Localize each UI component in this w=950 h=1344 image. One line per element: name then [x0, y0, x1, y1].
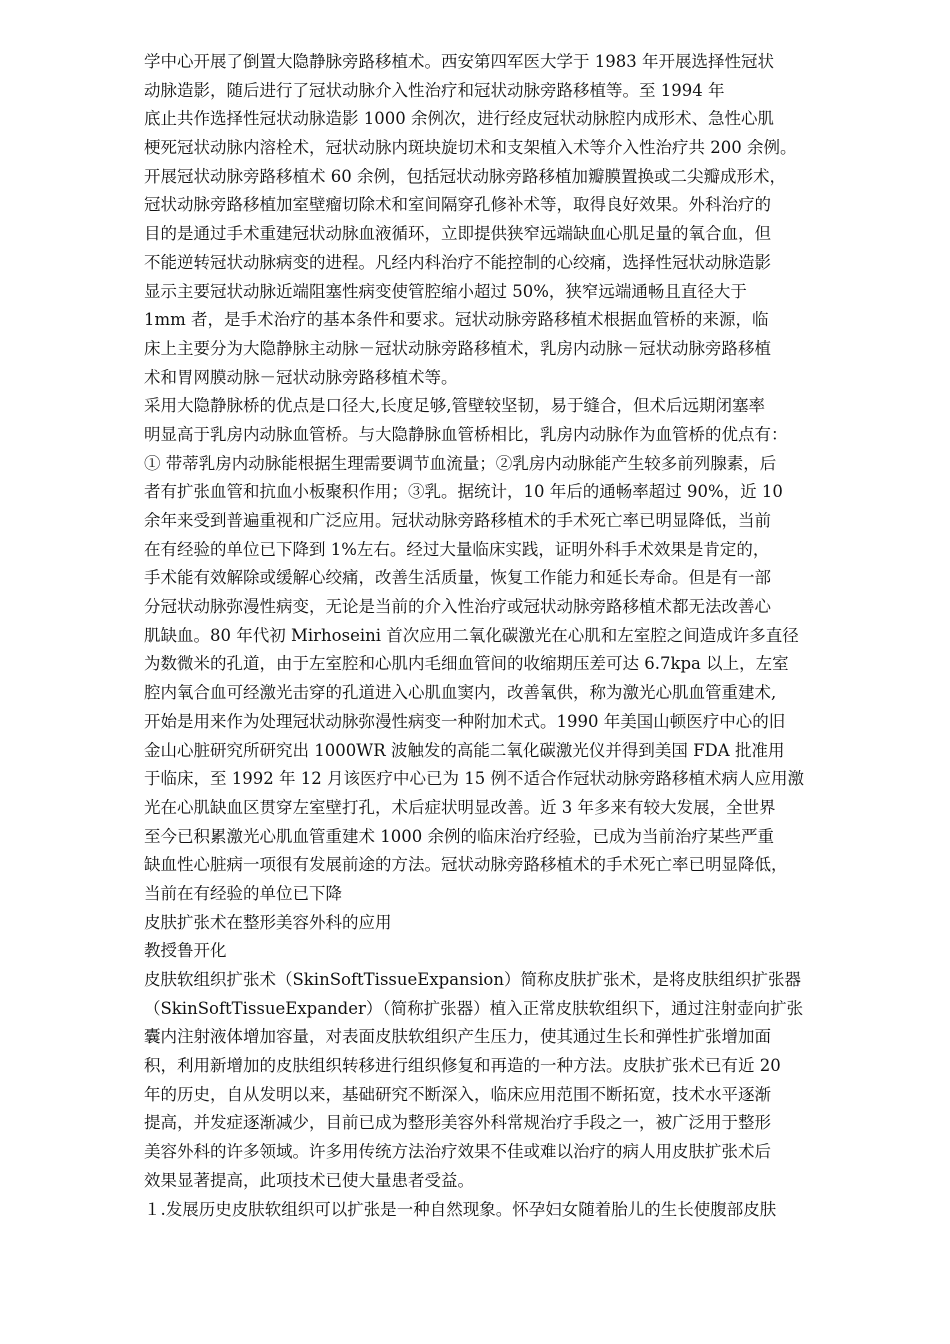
text-line: 为数微米的孔道，由于左室腔和心肌内毛细血管间的收缩期压差可达 6.7kpa 以上，左室 [144, 654, 789, 674]
text-line: 余年来受到普遍重视和广泛应用。冠状动脉旁路移植术的手术死亡率已明显降低，当前 [144, 511, 771, 530]
text-line: 肌缺血。80 年代初 Mirhoseini 首次应用二氧化碳激光在心肌和左室腔之间造成许多直径 [144, 625, 799, 645]
text-line: ① 带蒂乳房内动脉能根据生理需要调节血流量；②乳房内动脉能产生较多前列腺素，后 [144, 453, 777, 473]
text-line: 当前在有经验的单位已下降 [144, 883, 342, 903]
text-line: 开展冠状动脉旁路移植术 60 余例，包括冠状动脉旁路移植加瓣膜置换或二尖瓣成形术， [144, 166, 786, 186]
text-line: 显示主要冠状动脉近端阻塞性病变使管腔缩小超过 50%，狭窄远端通畅且直径大于 [144, 281, 747, 301]
text-line: 皮肤软组织扩张术（SkinSoftTissueExpansion）简称皮肤扩张术，是将皮肤组织扩张器 [144, 970, 801, 989]
text-line: 梗死冠状动脉内溶栓术，冠状动脉内斑块旋切术和支架植入术等介入性治疗共 200 余例。 [144, 138, 797, 158]
text-line: 缺血性心脏病一项很有发展前途的方法。冠状动脉旁路移植术的手术死亡率已明显降低， [144, 855, 788, 875]
section-heading: 皮肤扩张术在整形美容外科的应用 [144, 912, 392, 932]
text-line: 术和胃网膜动脉－冠状动脉旁路移植术等。 [144, 367, 458, 387]
text-line: 提高，并发症逐渐减少，目前已成为整形美容外科常规治疗手段之一，被广泛用于整形 [144, 1113, 771, 1133]
text-line: 床上主要分为大隐静脉主动脉－冠状动脉旁路移植术，乳房内动脉－冠状动脉旁路移植 [144, 338, 771, 358]
text-line: （SkinSoftTissueExpander）（简称扩张器）植入正常皮肤软组织下，通过注射壶向扩张 [144, 998, 804, 1018]
text-line: 开始是用来作为处理冠状动脉弥漫性病变一种附加术式。1990 年美国山顿医疗中心的旧 [144, 711, 786, 731]
text-line: 学中心开展了倒置大隐静脉旁路移植术。西安第四军医大学于 1983 年开展选择性冠状 [144, 52, 774, 71]
text-line: 囊内注射液体增加容量，对表面皮肤软组织产生压力，使其通过生长和弹性扩张增加面 [144, 1027, 771, 1047]
text-line: 动脉造影，随后进行了冠状动脉介入性治疗和冠状动脉旁路移植等。至 1994 年 [144, 80, 725, 100]
text-line: 美容外科的许多领域。许多用传统方法治疗效果不佳或难以治疗的病人用皮肤扩张术后 [144, 1142, 771, 1162]
text-line: 分冠状动脉弥漫性病变，无论是当前的介入性治疗或冠状动脉旁路移植术都无法改善心 [144, 597, 771, 617]
author-line: 教授鲁开化 [144, 941, 227, 961]
text-line: 目的是通过手术重建冠状动脉血液循环，立即提供狭窄远端缺血心肌足量的氧合血，但 [144, 224, 771, 244]
text-line: 1mm 者，是手术治疗的基本条件和要求。冠状动脉旁路移植术根据血管桥的来源，临 [144, 310, 769, 330]
text-line: 光在心肌缺血区贯穿左室壁打孔，术后症状明显改善。近 3 年多来有较大发展，全世界 [144, 797, 776, 817]
text-line: 腔内氧合血可经激光击穿的孔道进入心肌血窦内，改善氧供，称为激光心肌血管重建术, [144, 683, 777, 703]
text-line: 底止共作选择性冠状动脉造影 1000 余例次，进行经皮冠状动脉腔内成形术、急性心肌 [144, 109, 774, 129]
text-line: 不能逆转冠状动脉病变的进程。凡经内科治疗不能控制的心绞痛，选择性冠状动脉造影 [144, 252, 771, 272]
text-line: １.发展历史皮肤软组织可以扩张是一种自然现象。怀孕妇女随着胎儿的生长使腹部皮肤 [144, 1199, 777, 1219]
text-line: 年的历史，自从发明以来，基础研究不断深入，临床应用范围不断拓宽，技术水平逐渐 [144, 1084, 771, 1104]
text-line: 明显高于乳房内动脉血管桥。与大隐静脉血管桥相比，乳房内动脉作为血管桥的优点有： [144, 424, 788, 444]
text-line: 至今已积累激光心肌血管重建术 1000 余例的临床治疗经验，已成为当前治疗某些严重 [144, 826, 774, 846]
text-line: 效果显著提高，此项技术已使大量患者受益。 [144, 1170, 474, 1190]
text-line: 于临床，至 1992 年 12 月该医疗中心已为 15 例不适合作冠状动脉旁路移植术病人应用激 [144, 769, 804, 789]
text-line: 金山心脏研究所研究出 1000WR 波触发的高能二氧化碳激光仪并得到美国 FDA 批准用 [144, 740, 785, 760]
document-body [144, 48, 904, 1224]
text-line: 采用大隐静脉桥的优点是口径大,长度足够,管壁较坚韧，易于缝合，但术后远期闭塞率 [144, 396, 765, 416]
text-line: 手术能有效解除或缓解心绞痛，改善生活质量，恢复工作能力和延长寿命。但是有一部 [144, 568, 771, 588]
text-line: 在有经验的单位已下降到 1%左右。经过大量临床实践，证明外科手术效果是肯定的， [144, 539, 770, 559]
text-line: 者有扩张血管和抗血小板聚积作用；③乳。据统计，10 年后的通畅率超过 90%，近 10 [144, 482, 783, 502]
text-line: 冠状动脉旁路移植加室壁瘤切除术和室间隔穿孔修补术等，取得良好效果。外科治疗的 [144, 195, 771, 215]
text-line: 积，利用新增加的皮肤组织转移进行组织修复和再造的一种方法。皮肤扩张术已有近 20 [144, 1056, 781, 1076]
